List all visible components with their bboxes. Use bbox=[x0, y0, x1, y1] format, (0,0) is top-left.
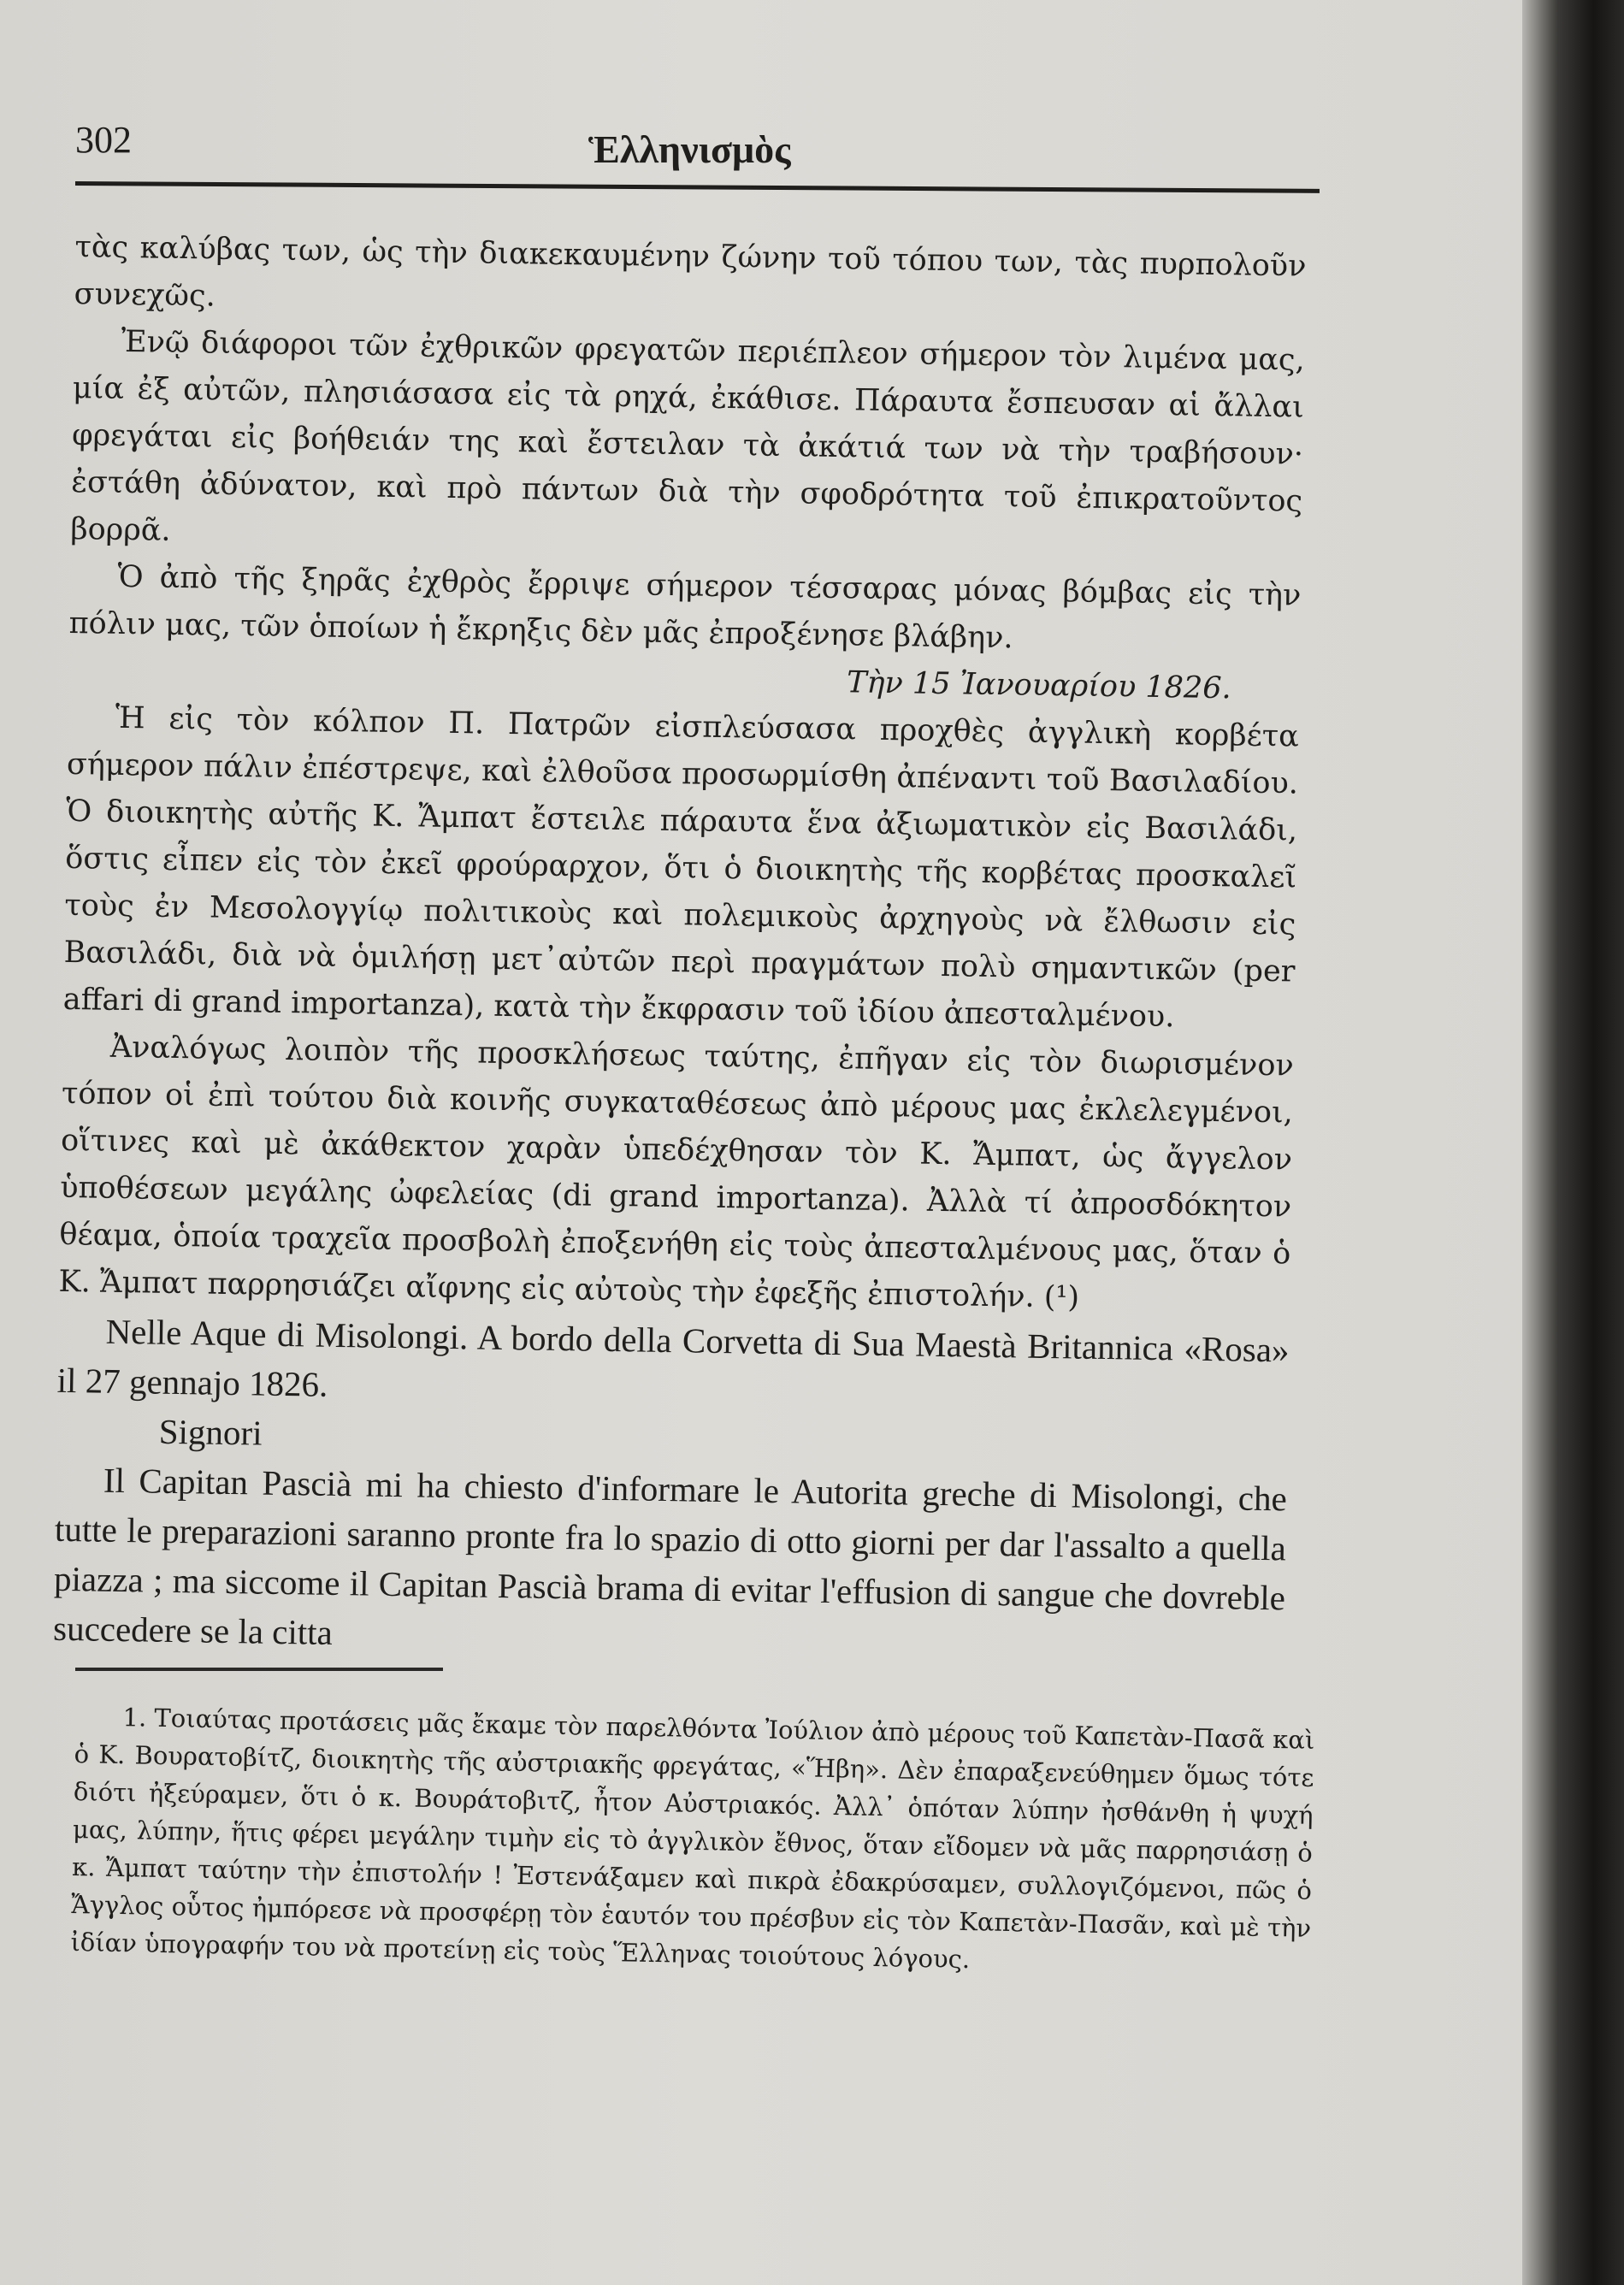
date-line: Τὴν 15 Ἰανουαρίου 1826. bbox=[846, 665, 1231, 706]
paragraph-envoys: Ἀναλόγως λοιπὸν τῆς προσκλήσεως ταύτης, ἐπῆγαν εἰς τὸν διωρισμένον τόπον οἱ ἐπὶ τούτου διὰ κοινῆς συγκαταθέσεως ἀπὸ μέρους μας ἐκλελεγμένοι, οἵτινες καὶ μὲ ἀκάθεκτον χαρὰν ὑπεδέχθησαν τὸν Κ. Ἄμπατ, ὡς ἄγγελον ὑποθέσεων μεγάλης ὠφελείας (di grand importanza). Ἀλλὰ τί ἀπροσδόκητον θέαμα, ὁποία τραχεῖα προσβολὴ ἐποξενήθη εἰς τοὺς ἀπεσταλμένους μας, ὅταν ὁ Κ. Ἄμπατ παρρησιάζει αἴφνης εἰς αὐτοὺς τὴν ἐφεξῆς ἐπιστολήν. (¹) bbox=[58, 1030, 1295, 1315]
letter-heading: Nelle Aque di Misolongi. A bordo della Corvetta di Sua Maestà Britannica «Rosa» il 27 gennajo 1826. bbox=[56, 1311, 1290, 1404]
letter-salutation: Signori bbox=[158, 1411, 263, 1453]
paragraph-bombs: Ὁ ἀπὸ τῆς ξηρᾶς ἐχθρὸς ἔρριψε σήμερον τέσσαρας μόνας βόμβας εἰς τὴν πόλιν μας, τῶν ὁποίων ἡ ἔκρηξις δὲν μᾶς ἐπροξένησε βλάβην. bbox=[68, 559, 1302, 656]
book-spine-shadow bbox=[1522, 0, 1624, 2285]
page-number: 302 bbox=[75, 119, 132, 161]
footnote-rule bbox=[75, 1668, 443, 1671]
journal-title: Ἑλληνισμὸς bbox=[588, 127, 791, 171]
running-header bbox=[75, 101, 1315, 178]
paragraph-frigate: Ἐνῷ διάφοροι τῶν ἐχθρικῶν φρεγατῶν περιέπλεον σήμερον τὸν λιμένα μας, μία ἐξ αὐτῶν, πλησιάσασα εἰς τὰ ρηχά, ἐκάθισε. Πάραυτα ἔσπευσαν αἱ ἄλλαι φρεγάται εἰς βοήθειάν της καὶ ἔστειλαν τὰ ἀκάτιά των νὰ τὴν τραβήσουν· ἐστάθη ἀδύνατον, καὶ πρὸ πάντων διὰ τὴν σφοδρότητα τοῦ ἐπικρατοῦντος βορρᾶ. bbox=[70, 324, 1305, 548]
paragraph-corvette: Ἡ εἰς τὸν κόλπον Π. Πατρῶν εἰσπλεύσασα προχθὲς ἀγγλικὴ κορβέτα σήμερον πάλιν ἐπέστρεψε, καὶ ἐλθοῦσα προσωρμίσθη ἀπέναντι τοῦ Βασιλαδίου. Ὁ διοικητὴς αὐτῆς Κ. Ἄμπατ ἔστειλε πάραυτα ἕνα ἀξιωματικὸν εἰς Βασιλάδι, ὅστις εἶπεν εἰς τὸν ἐκεῖ φρούραρχον, ὅτι ὁ διοικητὴς τῆς κορβέτας προσκαλεῖ τοὺς ἐν Μεσολογγίῳ πολιτικοὺς καὶ πολεμικοὺς ἀρχηγοὺς νὰ ἔλθωσιν εἰς Βασιλάδι, διὰ νὰ ὁμιλήσῃ μετ᾽αὐτῶν περὶ πραγμάτων πολὺ σημαντικῶν (per affari di grand importanza), κατὰ τὴν ἔκφρασιν τοῦ ἰδίου ἀπεσταλμένου. bbox=[62, 700, 1300, 1035]
italian-letter bbox=[53, 1306, 1290, 1673]
footnote bbox=[70, 1698, 1315, 1985]
body-text bbox=[53, 224, 1307, 1672]
footnote-text: 1. Τοιαύτας προτάσεις μᾶς ἔκαμε τὸν παρελθόντα Ἰούλιον ἀπὸ μέρους τοῦ Καπετὰν-Πασᾶ καὶ ὁ Κ. Βουρατοβίτζ, διοικητὴς τῆς αὐστριακῆς φρεγάτας, «Ἥβη». Δὲν ἐπαραξενεύθημεν ὅμως τότε διότι ἠξεύραμεν, ὅτι ὁ κ. Βουράτοβιτζ, ἦτον Αὐστριακός. Ἀλλ᾽ ὁπόταν λύπην ἠσθάνθη ἡ ψυχή μας, λύπην, ἥτις φέρει μεγάλην τιμὴν εἰς τὸ ἀγγλικὸν ἔθνος, ὅταν εἴδομεν νὰ μᾶς παρρησιάσῃ ὁ κ. Ἄμπατ ταύτην τὴν ἐπιστολήν ! Ἐστενάξαμεν καὶ πικρὰ ἐδακρύσαμεν, συλλογιζόμενοι, πῶς ὁ Ἄγγλος οὗτος ἠμπόρεσε νὰ προσφέρῃ τὸν ἑαυτόν του πρέσβυν εἰς τὸν Καπετὰν-Πασᾶν, καὶ μὲ τὴν ἰδίαν ὑπογραφήν του νὰ προτείνῃ εἰς τοὺς Ἕλληνας τοιούτους λόγους. bbox=[70, 1703, 1315, 1975]
paragraph-continuation: τὰς καλύβας των, ὡς τὴν διακεκαυμένην ζώνην τοῦ τόπου των, τὰς πυρπολοῦν συνεχῶς. bbox=[74, 229, 1307, 314]
letter-paragraph: Il Capitan Pascià mi ha chiesto d'informare le Autorita greche di Misolongi, che tutte le preparazioni saranno pronte fra lo spazio di otto giorni per dar l'assalto a quella piazza ; ma siccome il Capitan Pascià brama di evitar l'effusion di sangue che dovreble succedere se la citta bbox=[52, 1460, 1288, 1652]
